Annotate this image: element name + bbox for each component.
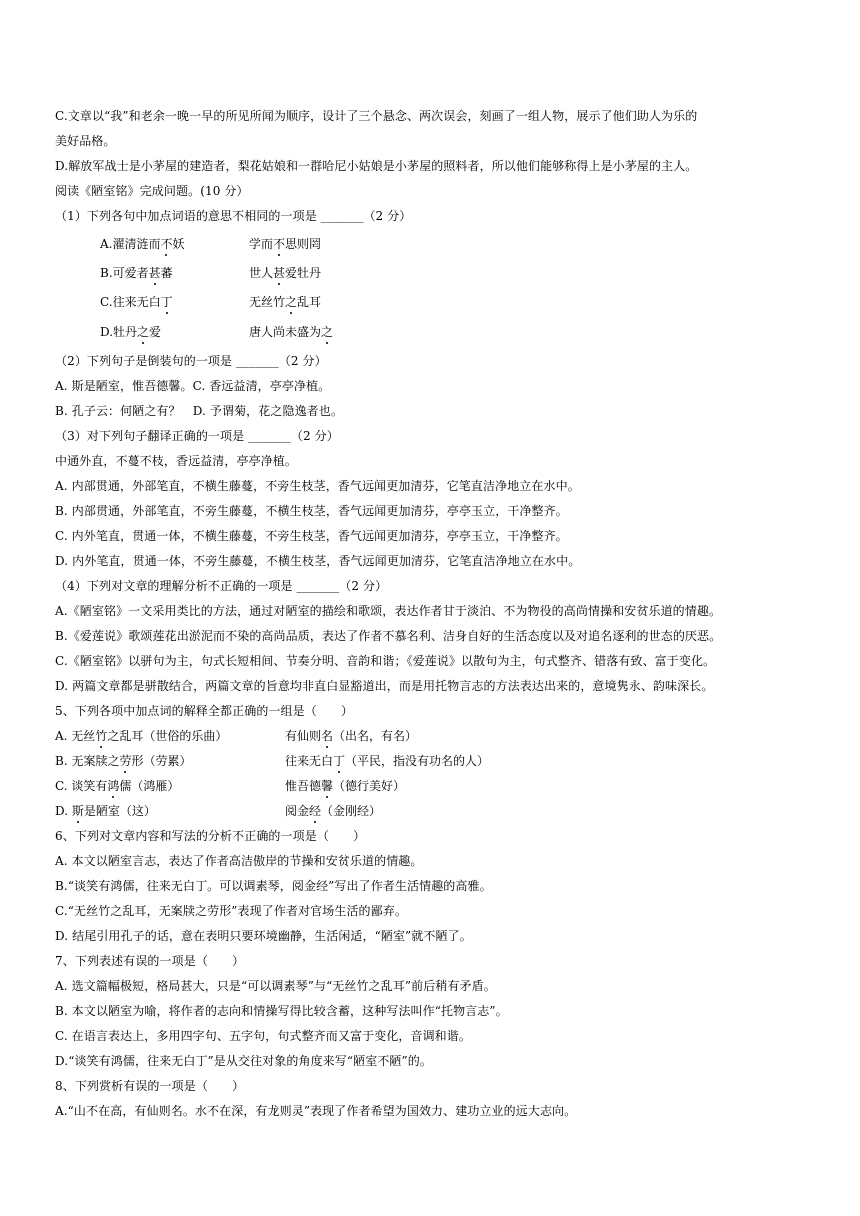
question-3: （3）对下列句子翻译正确的一项是 _______（2 分） [55,429,339,443]
question-1: （1）下列各句中加点词语的意思不相同的一项是 _______（2 分） [55,209,412,223]
question-7: 7、下列表述有误的一项是（ ） [55,954,245,968]
text-line: D.解放军战士是小茅屋的建造者，梨花姑娘和一群哈尼小姑娘是小茅屋的照料者，所以他们能够称得上是小茅屋的主人。 [55,159,698,173]
text-line: C. 在语言表达上，多用四字句、五字句，句式整齐而又富于变化，音调和谐。 [55,1029,471,1043]
q5-option-left: C. 谈笑有鸿儒（鸿雁） [55,779,180,793]
emphasis-dot: 之 [321,325,334,339]
q5-option-left: B. 无案牍之劳形（劳累） [55,754,192,768]
text-line: 美好品格。 [55,134,116,148]
q1-option-right: 世人甚爱牡丹 [249,266,322,280]
q1-option-right: 唐人尚未盛为之 [249,325,334,339]
q1-option-right: 无丝竹之乱耳 [249,295,322,309]
text-line: B. 内部贯通，外部笔直，不旁生藤蔓，不横生枝茎，香气远闻更加清芬，亭亭玉立，干净整齐。 [55,504,568,518]
text-line: A. 内部贯通，外部笔直，不横生藤蔓，不旁生枝茎，香气远闻更加清芬，它笔直洁净地立在水中。 [55,479,580,493]
q5-option-right: 有仙则名（出名，有名） [285,729,418,743]
emphasis-dot: 馨 [321,779,334,793]
emphasis-dot: 丁 [160,295,173,309]
q1-option-right: 学而不思则罔 [249,237,322,251]
q1-option-left: D.牡丹之爱 [100,325,162,339]
q5-option-right: 阅金经（金刚经） [285,804,382,818]
question-4: （4）下列对文章的理解分析不正确的一项是 _______（2 分） [55,579,388,593]
text-line: A. 斯是陋室，惟吾德馨。C. 香远益清，亭亭净植。 [55,379,331,393]
q5-option-left: D. 斯是陋室（这） [55,804,156,818]
q1-option-left: A.濯清涟而不妖 [100,237,185,251]
q1-option-left: B.可爱者甚蕃 [100,266,173,280]
emphasis-dot: 甚 [148,266,161,280]
emphasis-dot: 不 [160,237,173,251]
section-heading: 阅读《陋室铭》完成问题。(10 分） [55,184,249,198]
text-line: A. 选文篇幅极短，格局甚大，只是“可以调素琴”与“无丝竹之乱耳”前后稍有矛盾。 [55,979,496,993]
emphasis-dot: 斯 [71,804,84,818]
q5-option-left: A. 无丝竹之乱耳（世俗的乐曲） [55,729,228,743]
emphasis-dot: 之 [137,325,150,339]
text-line: C.《陋室铭》以骈句为主，句式长短相间、节奏分明、音韵和谐；《爱莲说》以散句为主，句式整齐、错落有致、富于变化。 [55,654,716,668]
text-line: D. 结尾引用孔子的话，意在表明只要环境幽静，生活闲适，“陋室”就不陋了。 [55,929,472,943]
emphasis-dot: 鸿 [107,779,120,793]
emphasis-dot: 丁 [333,754,346,768]
q5-option-right: 惟吾德馨（德行美好） [285,779,406,793]
question-6: 6、下列对文章内容和写法的分析不正确的一项是（ ） [55,829,366,843]
text-line: C.“无丝竹之乱耳，无案牍之劳形”表现了作者对官场生活的鄙弃。 [55,904,407,918]
emphasis-dot: 名 [321,729,334,743]
text-line: C.文章以“我”和老余一晚一早的所见所闻为顺序，设计了三个悬念、两次误会，刻画了一组人物，展示了他们助人为乐的 [55,109,698,123]
question-5: 5、下列各项中加点词的解释全都正确的一组是（ ） [55,704,354,718]
emphasis-dot: 之 [285,295,298,309]
text-line: D.“谈笑有鸿儒，往来无白丁”是从交往对象的角度来写“陋室不陋”的。 [55,1054,432,1068]
text-line: B. 孔子云：何陋之有？ D. 予谓菊，花之隐逸者也。 [55,404,343,418]
emphasis-dot: 经 [309,804,322,818]
text-line: C. 内外笔直，贯通一体，不横生藤蔓，不旁生枝茎，香气远闻更加清芬，亭亭玉立，干净整齐。 [55,529,568,543]
emphasis-dot: 甚 [273,266,286,280]
text-line: B. 本文以陋室为喻，将作者的志向和情操写得比较含蓄，这种写法叫作“托物言志”。 [55,1004,508,1018]
emphasis-dot: 竹 [95,729,108,743]
text-line: D. 两篇文章都是骈散结合，两篇文章的旨意均非直白显豁道出，而是用托物言志的方法表达出来的，意境隽永、韵味深长。 [55,679,714,693]
q1-option-left: C.往来无白丁 [100,295,173,309]
text-line: B.《爱莲说》歌颂莲花出淤泥而不染的高尚品质，表达了作者不慕名利、洁身自好的生活态度以及对追名逐利的世态的厌恶。 [55,629,722,643]
text-line: 中通外直，不蔓不枝，香远益清，亭亭净植。 [55,454,298,468]
text-line: A.《陋室铭》一文采用类比的方法，通过对陋室的描绘和歌颂，表达作者甘于淡泊、不为物役的高尚情操和安贫乐道的情趣。 [55,604,722,618]
q5-option-right: 往来无白丁（平民，指没有功名的人） [285,754,490,768]
text-line: B.“谈笑有鸿儒，往来无白丁。可以调素琴，阅金经”写出了作者生活情趣的高雅。 [55,879,492,893]
emphasis-dot: 不 [273,237,286,251]
question-8: 8、下列赏析有误的一项是（ ） [55,1079,245,1093]
text-line: A.“山不在高，有仙则名。水不在深，有龙则灵”表现了作者希望为国效力、建功立业的远大志向。 [55,1104,577,1118]
question-2: （2）下列句子是倒装句的一项是 _______（2 分） [55,354,327,368]
text-line: A. 本文以陋室言志，表达了作者高洁傲岸的节操和安贫乐道的情趣。 [55,854,423,868]
emphasis-dot: 劳 [119,754,132,768]
text-line: D. 内外笔直，贯通一体，不旁生藤蔓，不横生枝茎，香气远闻更加清芬，它笔直洁净地立在水中。 [55,554,581,568]
